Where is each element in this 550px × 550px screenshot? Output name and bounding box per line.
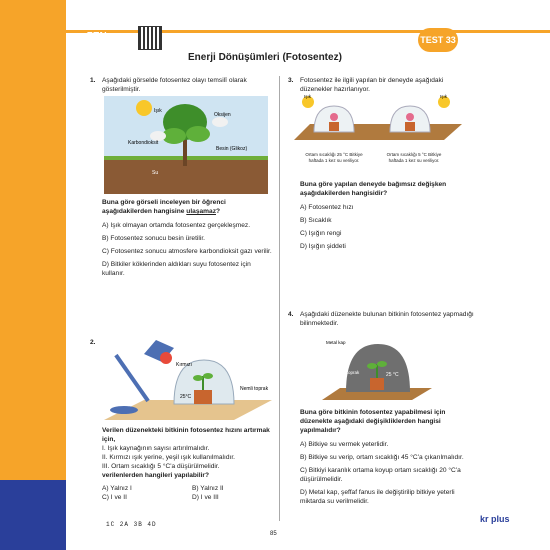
experiment-illustration [294,92,464,152]
question-4-prompt [300,408,475,510]
option-b[interactable]: B) Yalnız II [192,485,224,492]
question-number: 4. [288,311,294,318]
question-prompt: Verilen düzenekteki bitkinin fotosentez hızını artırmak için, [102,427,270,443]
label-metal-cap: Metal kap [326,340,346,345]
column-divider [279,76,280,521]
label-red-light: Kırmızı [176,362,192,368]
label-water: Su [152,170,159,176]
caption-right: Ortam sıcaklığı 5 °C Bitkiye haftada 1 kez su veriliyor. [386,152,442,163]
question-stem: Aşağıdaki görselde fotosentez olayı temsilî olarak gösterilmiştir. [102,77,247,93]
logo-line-2: FEN [86,31,106,42]
option-c[interactable]: C) Işığın rengi [300,230,342,237]
label-light: Işık [154,108,162,114]
question-prompt: Buna göre yapılan deneyde bağımsız değişken aşağıdakilerden hangisidir? [300,181,447,197]
label-oxygen: Oksijen [214,112,231,118]
section-title: Enerji Dönüşümleri (Fotosentez) [188,52,342,63]
caption-left: Ortam sıcaklığı 25 °C Bitkiye haftada 1 kez su veriliyor. [305,152,363,163]
question-number: 3. [288,77,294,84]
question-2-prompt [102,426,274,502]
label-dry-soil: Kuru toprak [336,370,360,375]
option-c[interactable]: C) I ve II [102,494,127,501]
logo-line-1: LGS [78,21,99,32]
photosynthesis-illustration [104,96,268,194]
question-prompt: Buna göre bitkinin fotosentez yapabilmesi için düzenekte aşağıdaki değişikliklerden hangisi yapılmalıdır? [300,409,446,434]
sidebar-footer-block [0,480,66,550]
page-number: 85 [270,531,277,537]
question-1 [90,76,272,94]
option-b[interactable]: B) Sıcaklık [300,217,332,224]
option-d[interactable]: D) Bitkiler köklerinden aldıkları suyu fotosentez için kullanır. [102,261,251,277]
options-row-2 [102,493,274,502]
test-badge: TEST 33 [418,28,458,52]
lamp-setup-illustration [104,340,272,422]
brand-logo: kr plus [480,514,510,524]
option-c[interactable]: C) Fotosentez sonucu atmosfere karbondioksit gazı verilir. [102,248,272,255]
question-number: 2. [90,339,96,346]
label-temp: 25 °C [386,372,399,378]
options-row-1 [102,484,274,493]
option-b[interactable]: B) Bitkiye su verip, ortam sıcaklığı 45 °C'a çıkarılmalıdır. [300,454,464,461]
option-d[interactable]: D) Metal kap, şeffaf fanus ile değiştirilip bitkiye yeterli miktarda su verilmelidir. [300,489,455,505]
metal-cap-illustration [322,334,432,402]
option-d[interactable]: D) Işığın şiddeti [300,243,346,250]
option-a[interactable]: A) Bitkiye su vermek yeterlidir. [300,441,389,448]
question-1-prompt [102,198,274,282]
question-ask: verilenlerden hangileri yapılabilir? [102,472,210,479]
option-a[interactable]: A) Işık olmayan ortamda fotosentez gerçekleşmez. [102,222,251,229]
question-stem: Fotosentez ile ilgili yapılan bir deneyde aşağıdaki düzenekler hazırlanıyor. [300,77,444,93]
question-3-prompt [300,180,475,255]
statement-2: II. Kırmızı ışık yerine, yeşil ışık kullanılmalıdır. [102,454,236,461]
sun-icon [136,100,152,116]
question-4 [288,310,475,328]
label-light-left: Işık [304,94,312,99]
label-co2: Karbondioksit [128,140,159,146]
option-a[interactable]: A) Fotosentez hızı [300,204,354,211]
pot-icon [370,378,384,390]
answer-key: 1C 2A 3B 4D [106,521,157,528]
option-a[interactable]: A) Yalnız I [102,485,132,492]
pot-icon [194,390,212,404]
qr-code-icon[interactable] [138,26,162,50]
option-c[interactable]: C) Bitkiyi karanlık ortama koyup ortam sıcaklığı 20 °C'a düşürülmelidir. [300,467,461,483]
label-temp: 25°C [180,394,192,400]
question-stem: Aşağıdaki düzenekte bulunan bitkinin fotosentez yapmadığı bilinmektedir. [300,311,474,327]
question-prompt: Buna göre görseli inceleyen bir öğrenci aşağıdakilerden hangisine ulaşamaz? [102,199,226,215]
statement-1: I. Işık kaynağının sayısı artırılmalıdır. [102,445,210,452]
label-light-right: Işık [440,94,448,99]
option-b[interactable]: B) Fotosentez sonucu besin üretilir. [102,235,205,242]
logo-line-3: BİLİMLERİ [78,41,128,52]
left-sidebar [0,0,66,550]
option-d[interactable]: D) I ve III [192,494,219,501]
question-number: 1. [90,77,96,84]
subject-logo [78,22,136,52]
label-soil: Nemli toprak [240,386,269,392]
label-glucose: Besin (Glikoz) [216,146,248,152]
statement-3: III. Ortam sıcaklığı 5 °C'a düşürülmelidir. [102,463,220,470]
